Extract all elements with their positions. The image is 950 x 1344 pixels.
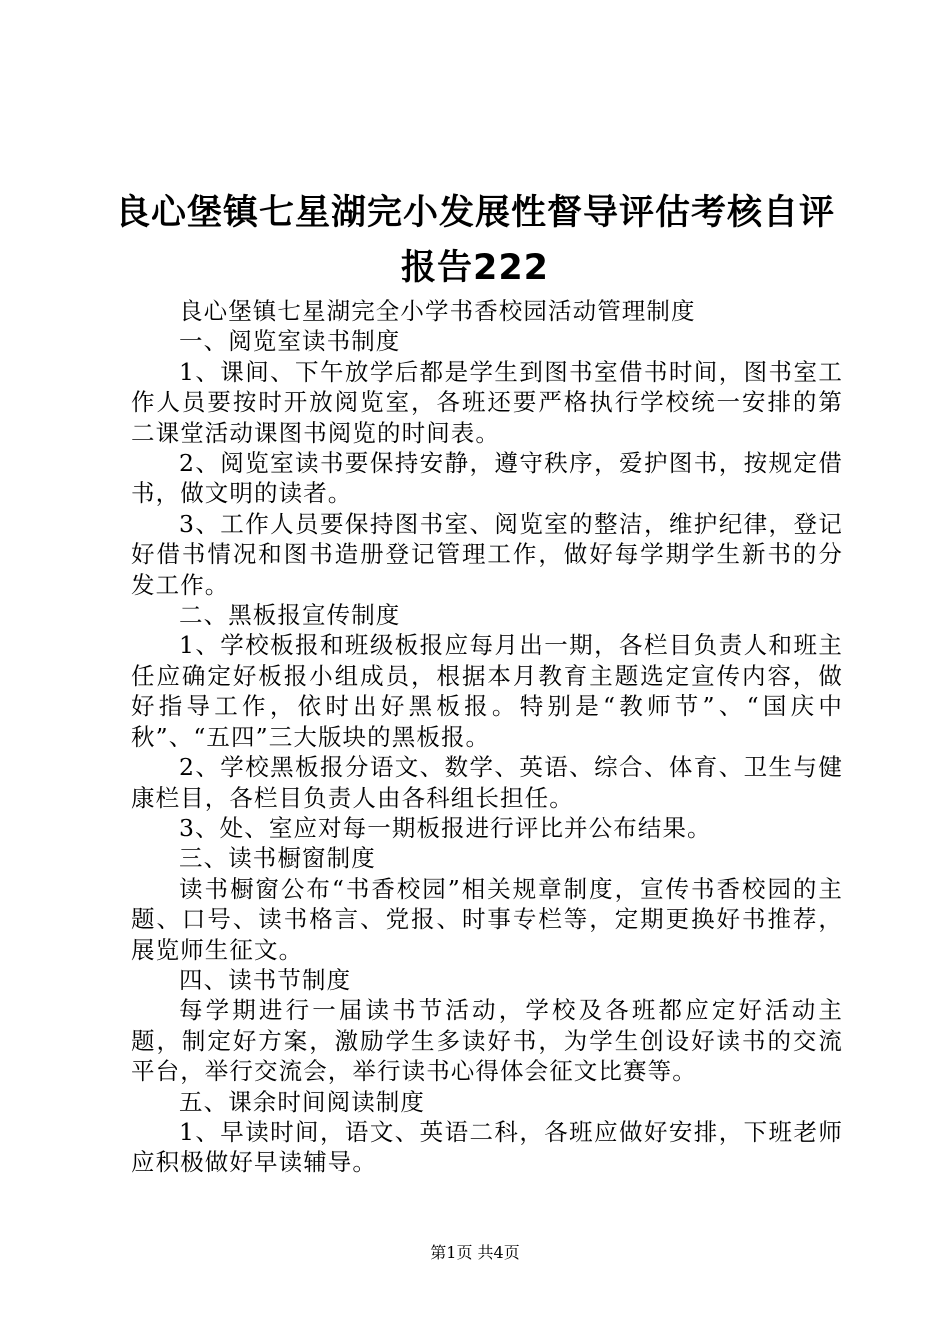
paragraph: 2、学校黑板报分语文、数学、英语、综合、体育、卫生与健康栏目，各栏目负责人由各科组长担任。 [131, 753, 843, 812]
paragraph-heading-3: 三、读书橱窗制度 [179, 844, 376, 873]
paragraph-subtitle: 良心堡镇七星湖完全小学书香校园活动管理制度 [179, 297, 696, 325]
document-title-line-2: 报告222 [400, 248, 550, 288]
paragraph: 每学期进行一届读书节活动，学校及各班都应定好活动主题，制定好方案，激励学生多读好书，为学生创设好读书的交流平台，举行交流会，举行读书心得体会征文比赛等。 [131, 996, 843, 1086]
document-title-line-1: 良心堡镇七星湖完小发展性督导评估考核自评 [114, 193, 835, 233]
paragraph-heading-5: 五、课余时间阅读制度 [179, 1087, 425, 1116]
paragraph: 3、处、室应对每一期板报进行评比并公布结果。 [179, 813, 712, 842]
paragraph: 读书橱窗公布“书香校园”相关规章制度，宣传书香校园的主题、口号、读书格言、党报、时事专栏等，定期更换好书推荐，展览师生征文。 [131, 874, 843, 964]
paragraph-heading-4: 四、读书节制度 [179, 965, 352, 994]
paragraph-heading-1: 一、阅览室读书制度 [179, 327, 401, 356]
paragraph: 2、阅览室读书要保持安静，遵守秩序，爱护图书，按规定借书，做文明的读者。 [131, 449, 843, 508]
paragraph: 1、学校板报和班级板报应每月出一期，各栏目负责人和班主任应确定好板报小组成员，根据本月教育主题选定宣传内容，做好指导工作，依时出好黑板报。特别是“教师节”、“国庆中秋”、“五四”三大版块的黑板报。 [131, 631, 843, 751]
page-number-footer: 第1页 共4页 [430, 1243, 520, 1262]
document-body [131, 296, 843, 1178]
paragraph: 3、工作人员要保持图书室、阅览室的整洁，维护纪律，登记好借书情况和图书造册登记管理工作，做好每学期学生新书的分发工作。 [131, 509, 843, 599]
paragraph: 1、课间、下午放学后都是学生到图书室借书时间，图书室工作人员要按时开放阅览室，各班还要严格执行学校统一安排的第二课堂活动课图书阅览的时间表。 [131, 357, 843, 447]
paragraph-heading-2: 二、黑板报宣传制度 [179, 601, 401, 630]
paragraph: 1、早读时间，语文、英语二科，各班应做好安排，下班老师应积极做好早读辅导。 [131, 1117, 843, 1177]
